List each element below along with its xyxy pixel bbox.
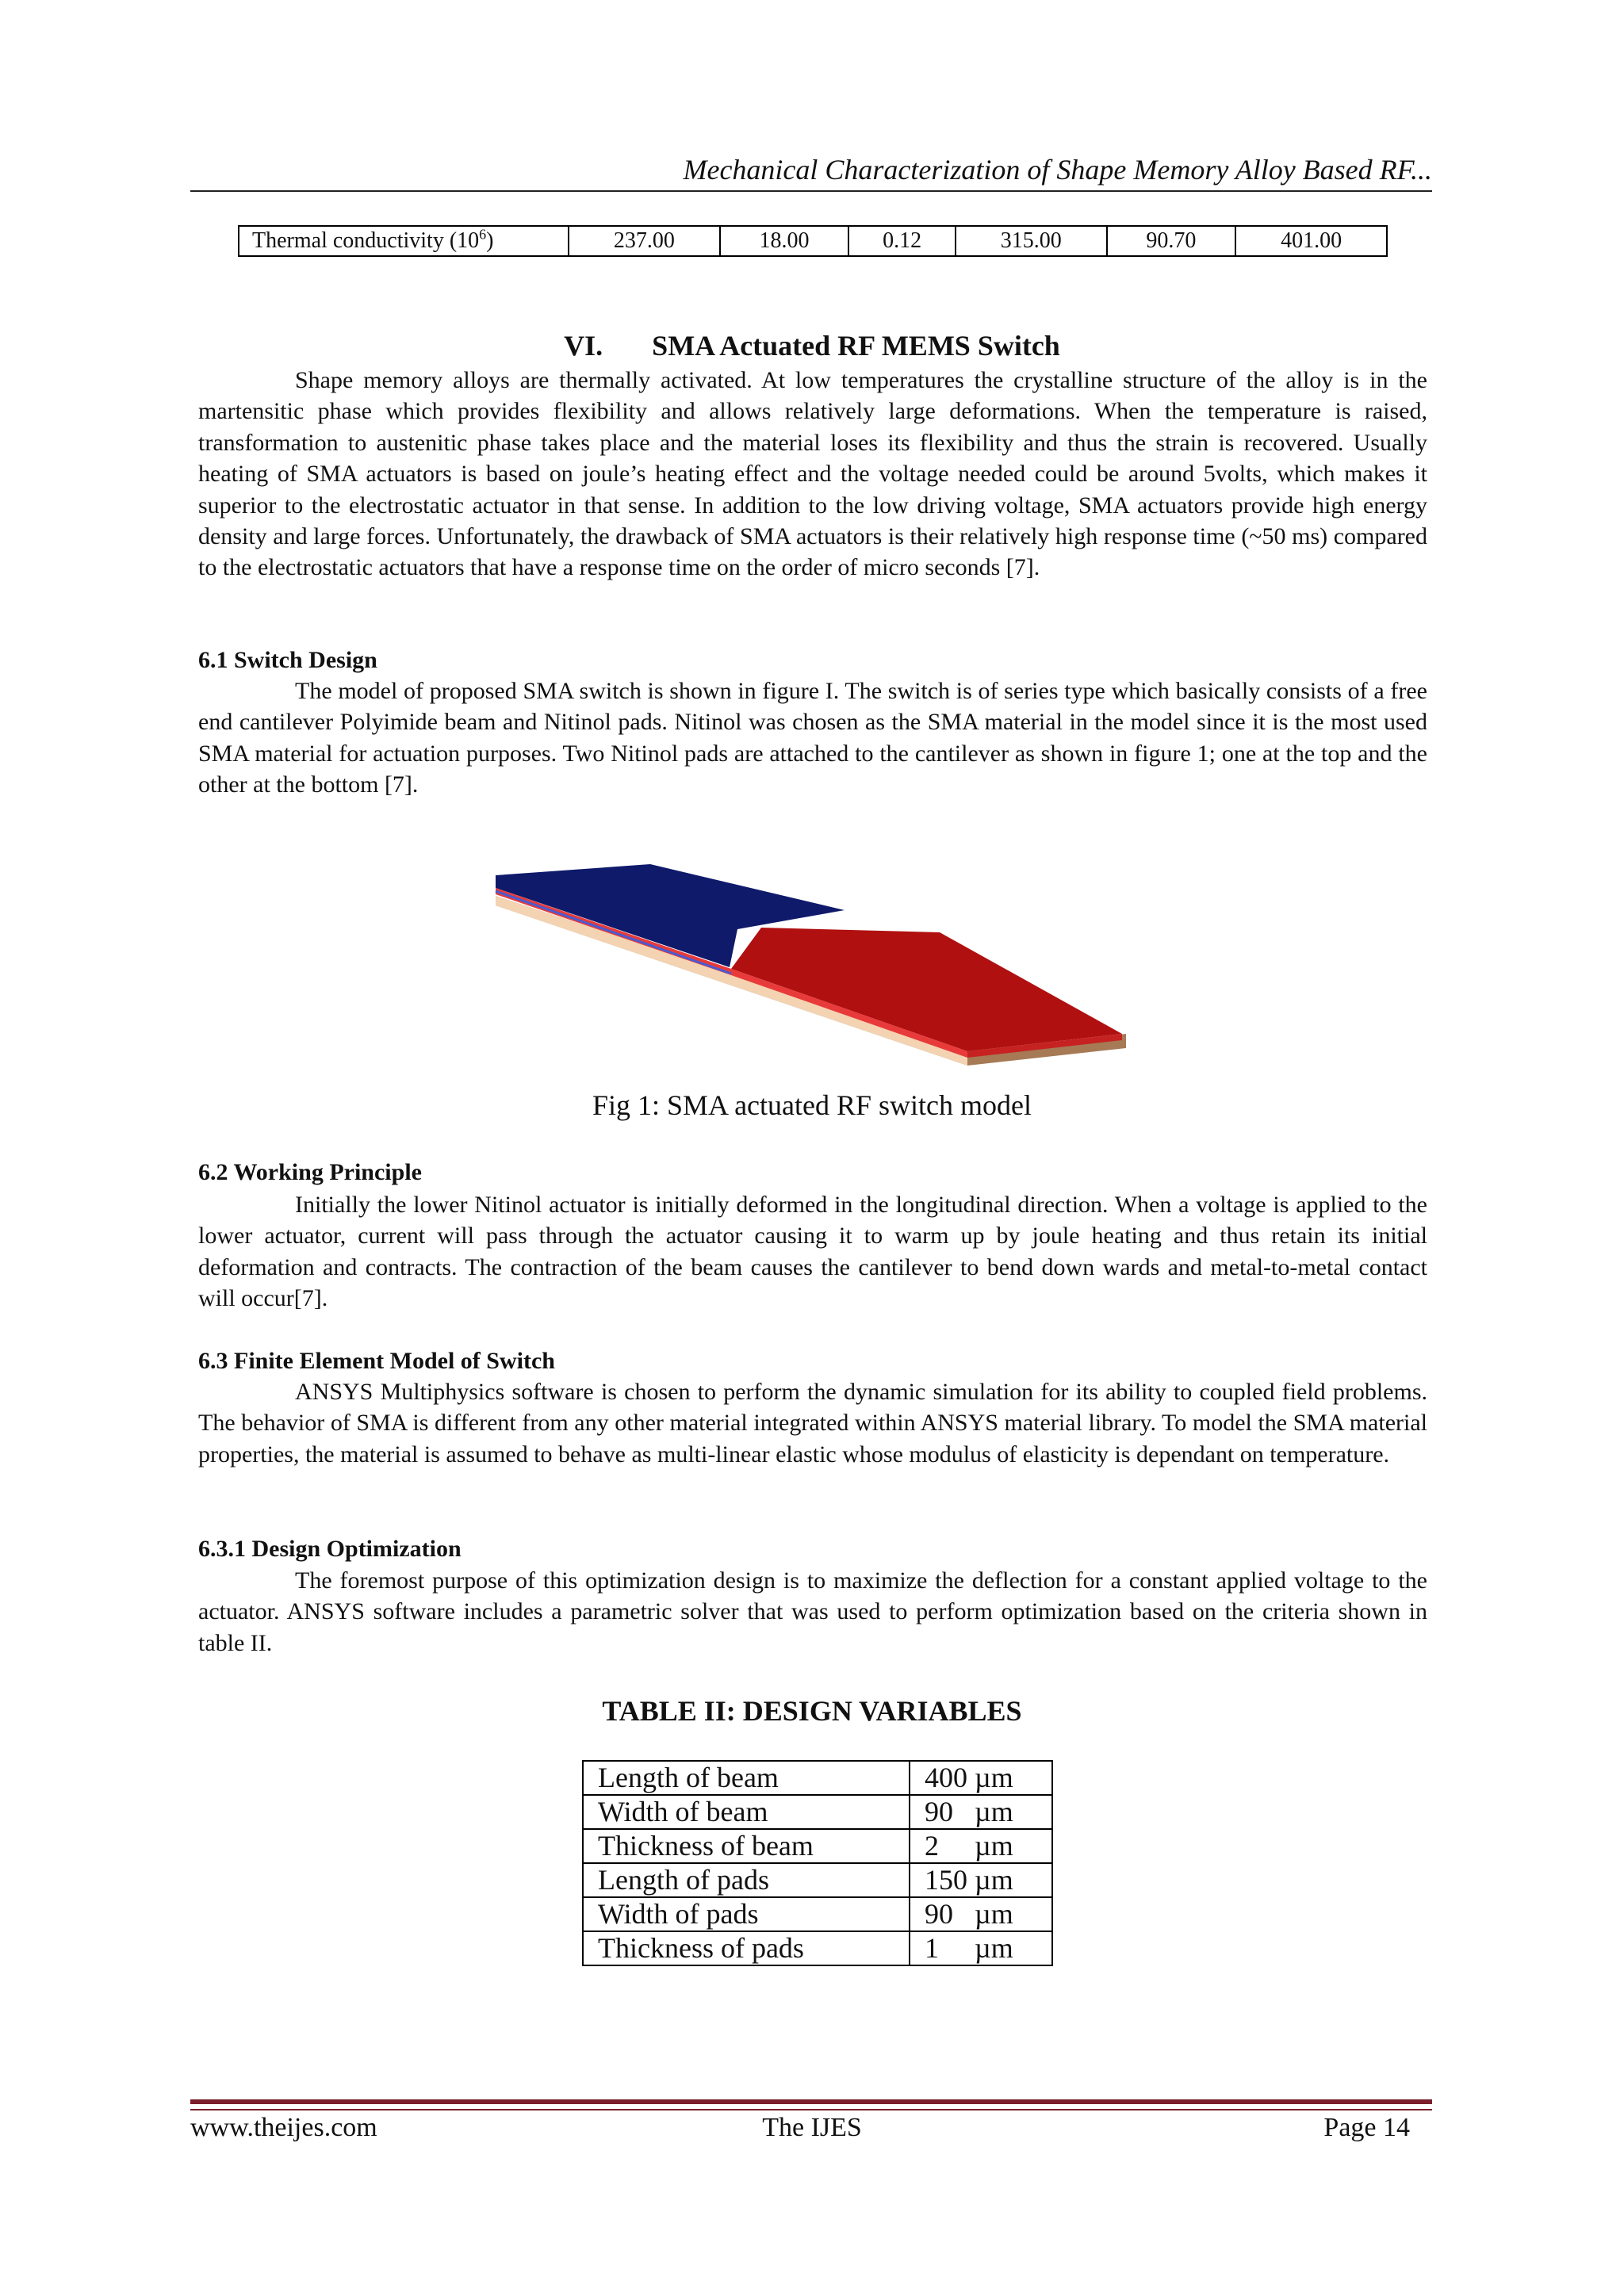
sma-switch-figure xyxy=(492,858,1142,1080)
header-rule xyxy=(190,190,1432,192)
table-cell: 90.70 xyxy=(1107,226,1236,256)
variable-name: Width of beam xyxy=(583,1795,910,1829)
section-number: VI. xyxy=(564,330,603,362)
fem-paragraph: ANSYS Multiphysics software is chosen to perform the dynamic simulation for its ability to coupled field problems. The behavior of SMA is different from any other material integrated within ANSYS material library. To model the SMA material properties, the material is assumed to behave as multi-linear elastic whose modulus of elasticity is dependant on temperature. xyxy=(198,1379,1427,1468)
variable-value: 1 µm xyxy=(910,1931,1052,1965)
variable-name: Width of pads xyxy=(583,1897,910,1931)
section-title xyxy=(0,328,1624,363)
footer-page-number: Page 14 xyxy=(1323,2113,1410,2142)
variable-value: 2 µm xyxy=(910,1829,1052,1863)
footer-rule xyxy=(190,2099,1432,2104)
subheading-optimization: 6.3.1 Design Optimization xyxy=(198,1536,462,1562)
subheading-working-principle: 6.2 Working Principle xyxy=(198,1159,422,1185)
footer-website: www.theijes.com xyxy=(190,2113,377,2142)
table-row xyxy=(239,226,1387,256)
section-heading: SMA Actuated RF MEMS Switch xyxy=(652,330,1060,362)
variable-value: 90 µm xyxy=(910,1795,1052,1829)
variable-value: 150 µm xyxy=(910,1863,1052,1897)
design-variables-table xyxy=(582,1760,1053,1966)
optimization-paragraph: The foremost purpose of this optimization design is to maximize the deflection for a constant applied voltage to the actuator. ANSYS software includes a parametric solver that was used to perform optimization based on the criteria shown in table II. xyxy=(198,1567,1427,1656)
table-row xyxy=(583,1931,1052,1965)
table-row xyxy=(583,1863,1052,1897)
table2-title: TABLE II: DESIGN VARIABLES xyxy=(602,1695,1022,1727)
subheading-switch-design: 6.1 Switch Design xyxy=(198,647,377,673)
variable-name: Length of beam xyxy=(583,1761,910,1795)
row-label: Thermal conductivity $(10^6)$ xyxy=(239,226,569,256)
variable-value: 400 µm xyxy=(910,1761,1052,1795)
property-table xyxy=(238,225,1388,257)
variable-value: 90 µm xyxy=(910,1897,1052,1931)
table-cell: 315.00 xyxy=(956,226,1107,256)
working-principle-paragraph: Initially the lower Nitinol actuator is initially deformed in the longitudinal direction. When a voltage is applied to the lower actuator, current will pass through the actuator causing it to warm up by joule heating and thus retain its initial deformation and contracts. The contraction of the beam causes the cantilever to bend down wards and metal-to-metal contact will occur[7]. xyxy=(198,1192,1427,1312)
table-row xyxy=(583,1795,1052,1829)
variable-name: Thickness of beam xyxy=(583,1829,910,1863)
variable-name: Length of pads xyxy=(583,1863,910,1897)
table-cell: 0.12 xyxy=(848,226,956,256)
figure-caption: Fig 1: SMA actuated RF switch model xyxy=(592,1089,1032,1121)
table-cell: 401.00 xyxy=(1235,226,1387,256)
table-cell: 237.00 xyxy=(569,226,720,256)
footer-journal: The IJES xyxy=(762,2113,862,2142)
running-header: Mechanical Characterization of Shape Memory Alloy Based RF... xyxy=(683,154,1432,186)
switch-design-paragraph: The model of proposed SMA switch is shown in figure I. The switch is of series type which basically consists of a free end cantilever Polyimide beam and Nitinol pads. Nitinol was chosen as the SMA material in the model since it is the most used SMA material for actuation purposes. Two Nitinol pads are attached to the cantilever as shown in figure 1; one at the top and the other at the bottom [7]. xyxy=(198,678,1427,798)
table-row xyxy=(583,1829,1052,1863)
table-row xyxy=(583,1761,1052,1795)
table-row xyxy=(583,1897,1052,1931)
variable-name: Thickness of pads xyxy=(583,1931,910,1965)
table-cell: 18.00 xyxy=(720,226,849,256)
subheading-fem: 6.3 Finite Element Model of Switch xyxy=(198,1348,555,1374)
intro-paragraph: Shape memory alloys are thermally activated. At low temperatures the crystalline structure of the alloy is in the martensitic phase which provides flexibility and allows relatively large deformations. When the temperature is raised, transformation to austenitic phase takes place and the material loses its flexibility and thus the strain is recovered. Usually heating of SMA actuators is based on joule’s heating effect and the voltage needed could be around 5volts, which makes it superior to the electrostatic actuator in that sense. In addition to the low driving voltage, SMA actuators provide high energy density and large forces. Unfortunately, the drawback of SMA actuators is their relatively high response time (~50 ms) compared to the electrostatic actuators that have a response time on the order of micro seconds [7]. xyxy=(198,367,1427,581)
